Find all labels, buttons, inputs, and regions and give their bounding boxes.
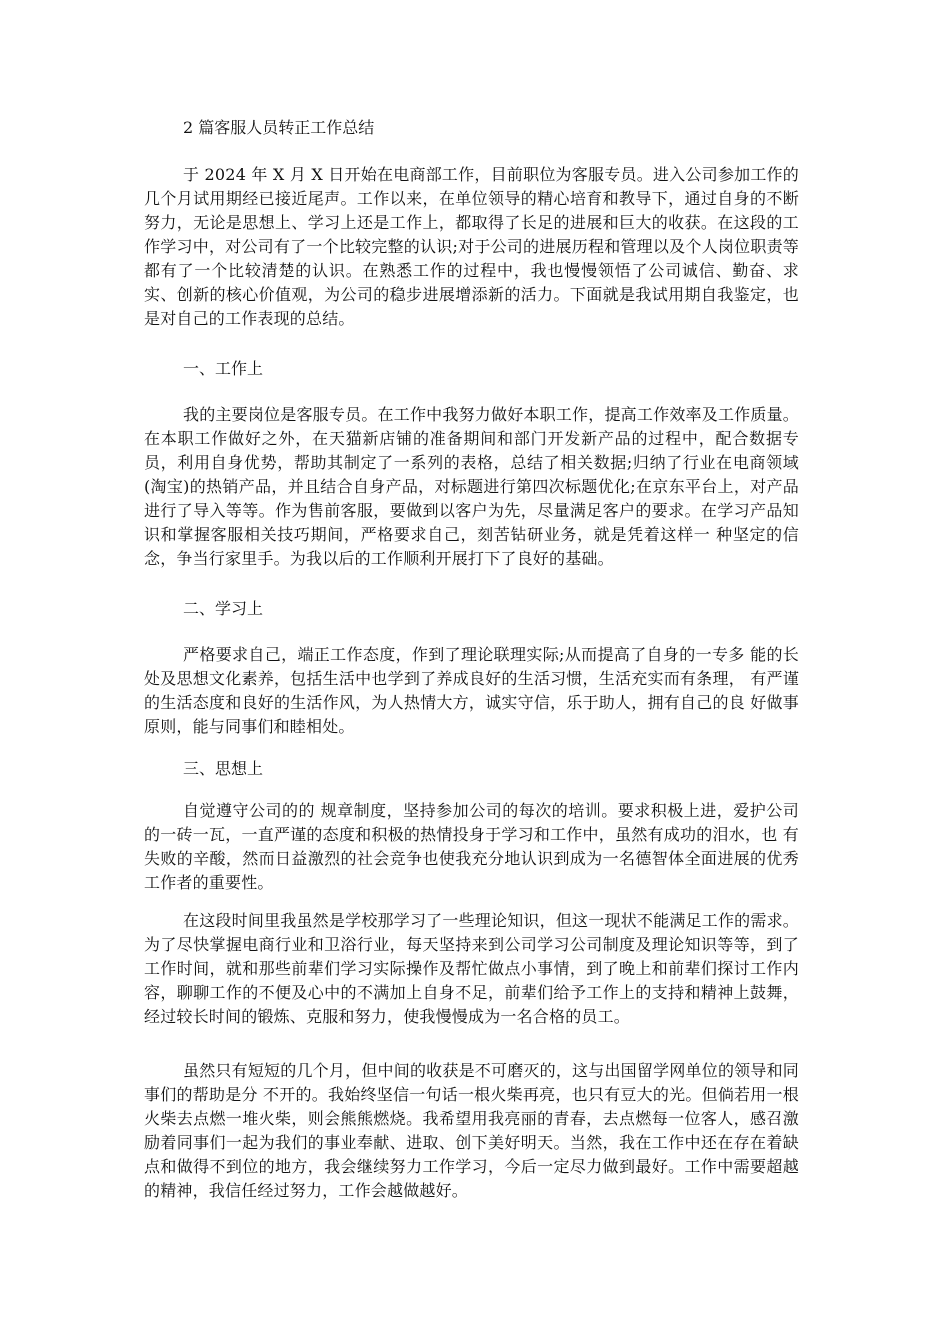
section-body-study: 严格要求自己，端正工作态度，作到了理论联理实际;从而提高了自身的一专多 能的长处及思想文化素养，包括生活中也学到了养成良好的生活习惯，生活充实而有条理， 有严谨的生活态度和良好的生活作风，为人热情大方，诚实守信，乐于助人，拥有自己的良 好做事原则，能与同事们和睦相处。 [144,645,799,736]
section-heading-thought: 三、思想上 [183,759,264,778]
section-body-work: 我的主要岗位是客服专员。在工作中我努力做好本职工作，提高工作效率及工作质量。在本职工作做好之外，在天猫新店铺的准备期间和部门开发新产品的过程中，配合数据专员，利用自身优势，帮助其制定了一系列的表格，总结了相关数据;归纳了行业在电商领域(淘宝)的热销产品，并且结合自身产品，对标题进行第四次标题优化;在京东平台上，对产品进行了导入等等。作为售前客服，要做到以客户为先，尽量满足客户的要求。在学习产品知识和掌握客服相关技巧期间，严格要求自己，刻苦钻研业务，就是凭着这样一 种坚定的信念，争当行家里手。为我以后的工作顺利开展打下了良好的基础。 [144,405,799,568]
section-heading-work: 一、工作上 [183,359,264,378]
section-body-thought-1: 自觉遵守公司的的 规章制度，坚持参加公司的每次的培训。要求积极上进，爱护公司的一砖一瓦，一直严谨的态度和积极的热情投身于学习和工作中，虽然有成功的泪水，也 有失败的辛酸，然而日益激烈的社会竞争也使我充分地认识到成为一名德智体全面进展的优秀工作者的重要性。 [144,801,799,892]
intro-paragraph: 于 2024 年 X 月 X 日开始在电商部工作，目前职位为客服专员。进入公司参加工作的几个月试用期经已接近尾声。工作以来，在单位领导的精心培育和教导下，通过自身的不断努力，无论是思想上、学习上还是工作上，都取得了长足的进展和巨大的收获。在这段的工作学习中，对公司有了一个比较完整的认识;对于公司的进展历程和管理以及个人岗位职责等都有了一个比较清楚的认识。在熟悉工作的过程中，我也慢慢领悟了公司诚信、勤奋、求实、创新的核心价值观，为公司的稳步进展增添新的活力。下面就是我试用期自我鉴定，也是对自己的工作表现的总结。 [144,165,799,328]
document-title: 2 篇客服人员转正工作总结 [183,118,375,137]
section-body-thought-2: 在这段时间里我虽然是学校那学习了一些理论知识，但这一现状不能满足工作的需求。为了尽快掌握电商行业和卫浴行业，每天坚持来到公司学习公司制度及理论知识等等，到了工作时间，就和那些前辈们学习实际操作及帮忙做点小事情，到了晚上和前辈们探讨工作内容，聊聊工作的不便及心中的不满加上自身不足，前辈们给予工作上的支持和精神上鼓舞，经过较长时间的锻炼、克服和努力，使我慢慢成为一名合格的员工。 [144,911,799,1026]
section-body-thought-3: 虽然只有短短的几个月，但中间的收获是不可磨灭的，这与出国留学网单位的领导和同事们的帮助是分 不开的。我始终坚信一句话一根火柴再亮，也只有豆大的光。但倘若用一根火柴去点燃一堆火柴，则会熊熊燃烧。我希望用我亮丽的青春，去点燃每一位客人，感召激励着同事们一起为我们的事业奉献、进取、创下美好明天。当然，我在工作中还在存在着缺点和做得不到位的地方，我会继续努力工作学习，今后一定尽力做到最好。工作中需要超越的精神，我信任经过努力，工作会越做越好。 [144,1061,799,1200]
section-heading-study: 二、学习上 [183,599,264,618]
